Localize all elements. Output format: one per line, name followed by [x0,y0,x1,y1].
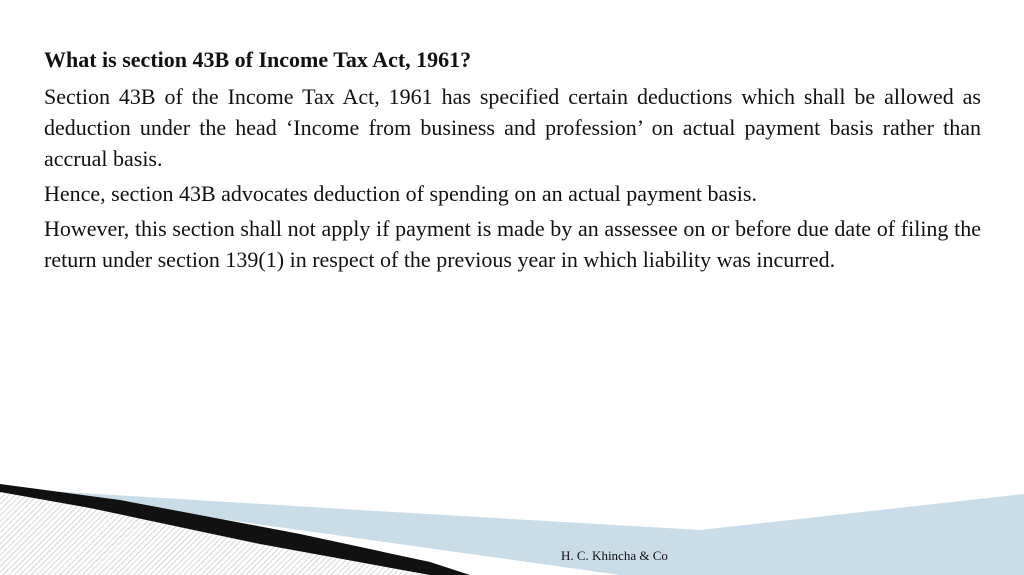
footer-firm-name: H. C. Khincha & Co [561,548,668,563]
decorative-footer-swoosh [0,470,1024,575]
slide-heading: What is section 43B of Income Tax Act, 1961? [44,47,472,72]
paragraph-summary: Hence, section 43B advocates deduction of spending on an actual payment basis. [44,181,757,206]
slide-content [44,44,981,279]
paragraph-exception: However, this section shall not apply if payment is made by an assessee on or before due date of filing the return under section 139(1) in respect of the previous year in which liability was incurred. [44,216,981,272]
paragraph-definition: Section 43B of the Income Tax Act, 1961 has specified certain deductions which shall be allowed as deduction under the head ‘Income from business and profession’ on actual payment basis rather than accrual basis. [44,84,981,171]
